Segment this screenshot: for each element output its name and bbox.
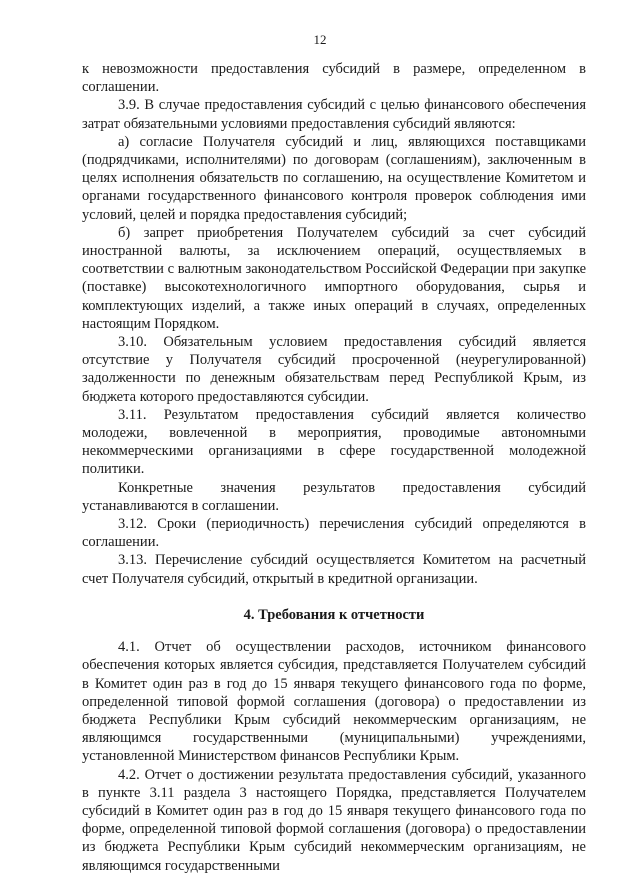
paragraph: Конкретные значения результатов предоставления субсидий устанавливаются в соглашении. xyxy=(82,479,586,514)
paragraph: 3.9. В случае предоставления субсидий с целью финансового обеспечения затрат обязательными условиями предоставления субсидий являются: xyxy=(82,97,586,132)
paragraph: б) запрет приобретения Получателем субсидий за счет субсидий иностранной валюты, за исключением операций, осуществляемых в соответствии с валютным законодательством Российской Федерации при закупке (поставке) высокотехнологичного импортного оборудования, сырья и комплектующих изделий, а также иных операций в случаях, определенных настоящим Порядком. xyxy=(82,224,586,332)
paragraph: 3.12. Сроки (периодичность) перечисления субсидий определяются в соглашении. xyxy=(82,516,586,551)
section-3-text xyxy=(82,60,586,588)
paragraph: 3.11. Результатом предоставления субсидий является количество молодежи, вовлеченной в мероприятия, проводимые автономными некоммерческими организациями в сфере государственной молодежной политики. xyxy=(82,406,586,478)
paragraph: 3.13. Перечисление субсидий осуществляется Комитетом на расчетный счет Получателя субсидий, открытый в кредитной организации. xyxy=(82,552,586,587)
paragraph: 3.10. Обязательным условием предоставления субсидий является отсутствие у Получателя субсидий просроченной (неурегулированной) задолженности по денежным обязательствам перед Республикой Крым, из бюджета которого предоставляются субсидии. xyxy=(82,334,586,405)
paragraph: 4.1. Отчет об осуществлении расходов, источником финансового обеспечения которых является субсидия, представляется Получателем субсидий в Комитет один раз в год до 15 января текущего финансового года по форме, определенной типовой формой соглашения (договора) о предоставлении из бюджета Республики Крым субсидий некоммерческим организациям, не являющимся государственными (муниципальными) учреждениями, установленной Министерством финансов Республики Крым. xyxy=(82,639,586,765)
paragraph: 4.2. Отчет о достижении результата предоставления субсидий, указанного в пункте 3.11 раздела 3 настоящего Порядка, представляется Получателем субсидий в Комитет один раз в год до 15 января текущего финансового года по форме, определенной типовой формой соглашения (договора) о предоставлении из бюджета Республики Крым субсидий некоммерческим организациям, не являющимся государственными xyxy=(82,766,586,874)
paragraph: к невозможности предоставления субсидий в размере, определенном в соглашении. xyxy=(82,61,586,96)
document-body xyxy=(82,60,586,875)
section-heading: 4. Требования к отчетности xyxy=(243,606,425,623)
section-4-text xyxy=(82,638,586,875)
page-number: 12 xyxy=(313,32,327,47)
paragraph: а) согласие Получателя субсидий и лиц, являющихся поставщиками (подрядчиками, исполнителями) по договорам (соглашениям), заключенным в целях исполнения обязательств по соглашению, на осуществление Комитетом и органами государственного финансового контроля проверок соблюдения ими условий, целей и порядка предоставления субсидий; xyxy=(82,133,586,223)
